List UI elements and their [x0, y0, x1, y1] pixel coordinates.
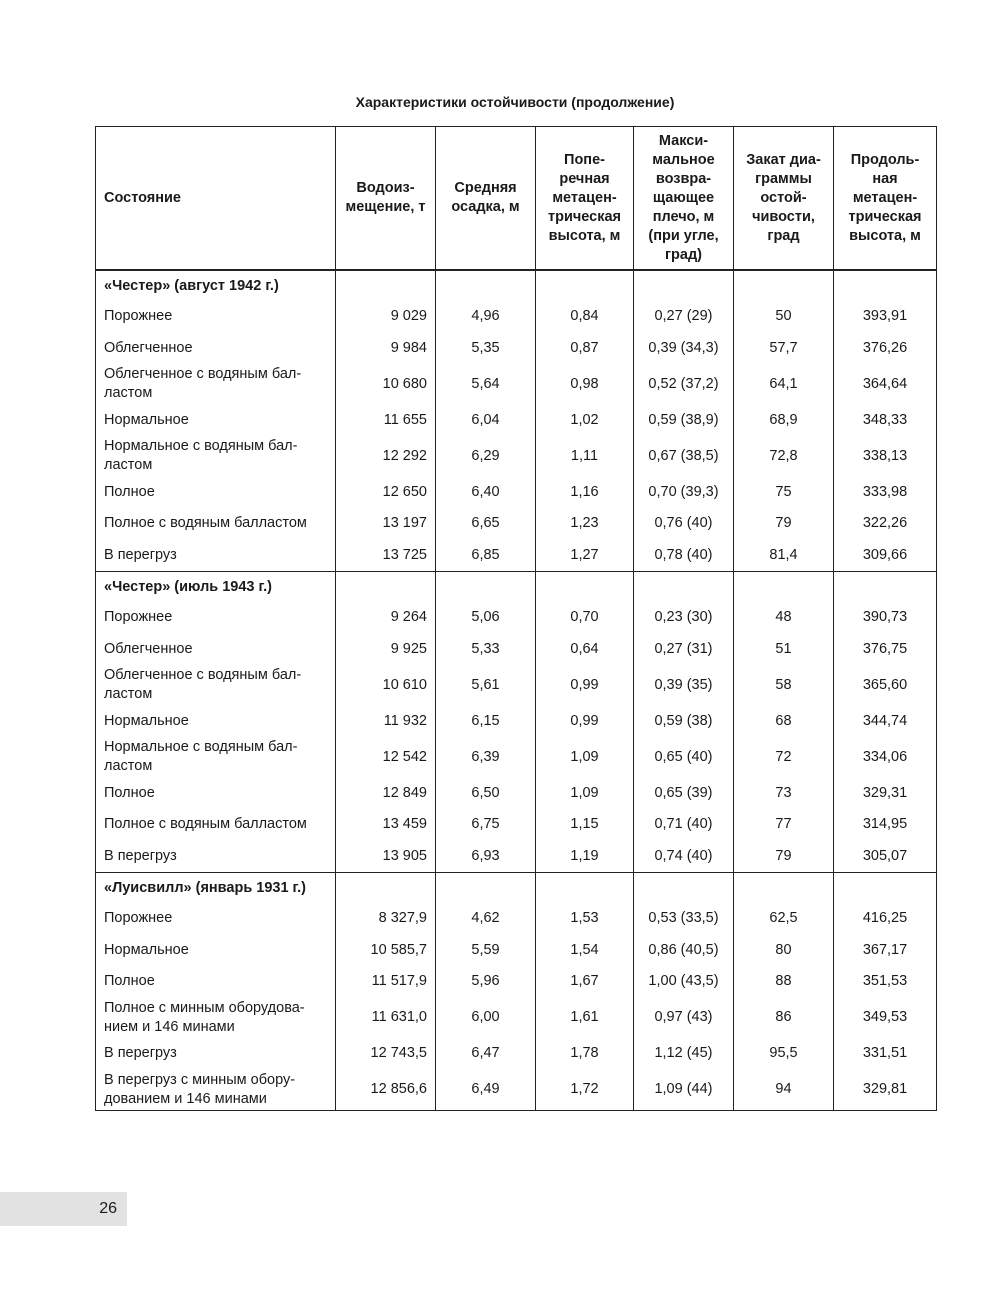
empty-cell: [536, 572, 634, 603]
cell-state: Облегченное: [96, 634, 336, 666]
cell-mean-draft: 6,00: [436, 998, 536, 1039]
cell-transverse-gm: 1,11: [536, 436, 634, 477]
page-number: 26: [99, 1200, 117, 1217]
table-row: [96, 602, 937, 634]
cell-max-righting-arm: 1,00 (43,5): [634, 966, 734, 998]
table-row: [96, 903, 937, 935]
cell-state: Нормальное с водяным бал-ластом: [96, 737, 336, 778]
cell-vanishing-angle: 94: [734, 1070, 834, 1111]
cell-max-righting-arm: 0,59 (38,9): [634, 405, 734, 437]
table-row: [96, 935, 937, 967]
cell-displacement: 13 905: [336, 841, 436, 873]
empty-cell: [336, 270, 436, 301]
cell-vanishing-angle: 77: [734, 809, 834, 841]
cell-vanishing-angle: 81,4: [734, 540, 834, 572]
empty-cell: [536, 873, 634, 904]
cell-max-righting-arm: 0,76 (40): [634, 508, 734, 540]
empty-cell: [734, 572, 834, 603]
table-row: [96, 737, 937, 778]
cell-displacement: 12 650: [336, 477, 436, 509]
table-row: [96, 841, 937, 873]
cell-state: Облегченное: [96, 333, 336, 365]
empty-cell: [536, 270, 634, 301]
cell-state: Полное с водяным балластом: [96, 809, 336, 841]
cell-longitudinal-gm: 348,33: [834, 405, 937, 437]
cell-max-righting-arm: 0,39 (34,3): [634, 333, 734, 365]
cell-longitudinal-gm: 416,25: [834, 903, 937, 935]
cell-longitudinal-gm: 322,26: [834, 508, 937, 540]
cell-state: Полное: [96, 966, 336, 998]
cell-longitudinal-gm: 351,53: [834, 966, 937, 998]
cell-vanishing-angle: 51: [734, 634, 834, 666]
table-row: [96, 508, 937, 540]
cell-state: В перегруз: [96, 841, 336, 873]
empty-cell: [436, 270, 536, 301]
cell-transverse-gm: 0,87: [536, 333, 634, 365]
cell-vanishing-angle: 68,9: [734, 405, 834, 437]
header-transverse-gm: Попе-речная метацен-трическая высота, м: [536, 127, 634, 271]
group-title: «Честер» (июль 1943 г.): [96, 572, 336, 603]
cell-displacement: 13 725: [336, 540, 436, 572]
cell-state: Нормальное с водяным бал-ластом: [96, 436, 336, 477]
table-row: [96, 778, 937, 810]
cell-transverse-gm: 1,67: [536, 966, 634, 998]
cell-transverse-gm: 1,78: [536, 1038, 634, 1070]
table-row: [96, 540, 937, 572]
empty-cell: [834, 270, 937, 301]
cell-displacement: 11 932: [336, 706, 436, 738]
cell-vanishing-angle: 75: [734, 477, 834, 509]
cell-vanishing-angle: 95,5: [734, 1038, 834, 1070]
cell-vanishing-angle: 72: [734, 737, 834, 778]
cell-displacement: 11 655: [336, 405, 436, 437]
header-mean-draft: Средняя осадка, м: [436, 127, 536, 271]
cell-state: Облегченное с водяным бал-ластом: [96, 665, 336, 706]
cell-longitudinal-gm: 334,06: [834, 737, 937, 778]
cell-vanishing-angle: 48: [734, 602, 834, 634]
cell-longitudinal-gm: 376,26: [834, 333, 937, 365]
cell-mean-draft: 5,96: [436, 966, 536, 998]
cell-max-righting-arm: 0,52 (37,2): [634, 364, 734, 405]
empty-cell: [634, 572, 734, 603]
cell-vanishing-angle: 72,8: [734, 436, 834, 477]
table-row: [96, 405, 937, 437]
cell-transverse-gm: 1,23: [536, 508, 634, 540]
cell-longitudinal-gm: 309,66: [834, 540, 937, 572]
cell-mean-draft: 6,50: [436, 778, 536, 810]
empty-cell: [634, 270, 734, 301]
cell-transverse-gm: 0,84: [536, 301, 634, 333]
table-row: [96, 809, 937, 841]
cell-max-righting-arm: 0,74 (40): [634, 841, 734, 873]
cell-mean-draft: 6,29: [436, 436, 536, 477]
cell-max-righting-arm: 0,53 (33,5): [634, 903, 734, 935]
table-row: [96, 966, 937, 998]
cell-longitudinal-gm: 333,98: [834, 477, 937, 509]
cell-mean-draft: 6,04: [436, 405, 536, 437]
cell-displacement: 11 631,0: [336, 998, 436, 1039]
cell-state: Полное: [96, 778, 336, 810]
empty-cell: [834, 572, 937, 603]
table-row: [96, 333, 937, 365]
empty-cell: [436, 572, 536, 603]
cell-max-righting-arm: 0,59 (38): [634, 706, 734, 738]
cell-state: Порожнее: [96, 903, 336, 935]
cell-mean-draft: 4,96: [436, 301, 536, 333]
group-header-row: [96, 270, 937, 301]
cell-mean-draft: 6,93: [436, 841, 536, 873]
cell-state: Облегченное с водяным бал-ластом: [96, 364, 336, 405]
group-header-row: [96, 873, 937, 904]
empty-cell: [634, 873, 734, 904]
cell-longitudinal-gm: 393,91: [834, 301, 937, 333]
cell-state: Порожнее: [96, 301, 336, 333]
cell-longitudinal-gm: 349,53: [834, 998, 937, 1039]
cell-max-righting-arm: 0,65 (39): [634, 778, 734, 810]
cell-vanishing-angle: 79: [734, 841, 834, 873]
table-row: [96, 477, 937, 509]
cell-longitudinal-gm: 305,07: [834, 841, 937, 873]
group-header-row: [96, 572, 937, 603]
cell-transverse-gm: 1,27: [536, 540, 634, 572]
cell-vanishing-angle: 62,5: [734, 903, 834, 935]
cell-state: В перегруз: [96, 1038, 336, 1070]
cell-state: В перегруз с минным обору-дованием и 146 минами: [96, 1070, 336, 1111]
cell-transverse-gm: 1,53: [536, 903, 634, 935]
cell-longitudinal-gm: 331,51: [834, 1038, 937, 1070]
cell-state: Полное с водяным балластом: [96, 508, 336, 540]
table-row: [96, 436, 937, 477]
cell-transverse-gm: 1,15: [536, 809, 634, 841]
table-row: [96, 1038, 937, 1070]
cell-displacement: 10 585,7: [336, 935, 436, 967]
table-row: [96, 706, 937, 738]
cell-transverse-gm: 0,70: [536, 602, 634, 634]
table-row: [96, 364, 937, 405]
cell-mean-draft: 6,15: [436, 706, 536, 738]
cell-max-righting-arm: 0,78 (40): [634, 540, 734, 572]
cell-displacement: 12 849: [336, 778, 436, 810]
cell-vanishing-angle: 50: [734, 301, 834, 333]
cell-max-righting-arm: 0,27 (31): [634, 634, 734, 666]
cell-mean-draft: 5,35: [436, 333, 536, 365]
table-row: [96, 634, 937, 666]
header-state: Состояние: [96, 127, 336, 271]
cell-displacement: 12 743,5: [336, 1038, 436, 1070]
empty-cell: [734, 270, 834, 301]
empty-cell: [436, 873, 536, 904]
header-max-righting-arm: Макси-мальное возвра-щающее плечо, м (при угле, град): [634, 127, 734, 271]
cell-displacement: 13 197: [336, 508, 436, 540]
cell-mean-draft: 5,06: [436, 602, 536, 634]
group-title: «Честер» (август 1942 г.): [96, 270, 336, 301]
cell-state: Нормальное: [96, 405, 336, 437]
cell-displacement: 13 459: [336, 809, 436, 841]
cell-vanishing-angle: 86: [734, 998, 834, 1039]
cell-mean-draft: 5,61: [436, 665, 536, 706]
cell-displacement: 9 029: [336, 301, 436, 333]
cell-transverse-gm: 0,99: [536, 706, 634, 738]
cell-transverse-gm: 1,19: [536, 841, 634, 873]
cell-max-righting-arm: 0,67 (38,5): [634, 436, 734, 477]
cell-state: Порожнее: [96, 602, 336, 634]
cell-vanishing-angle: 68: [734, 706, 834, 738]
cell-mean-draft: 6,75: [436, 809, 536, 841]
cell-mean-draft: 5,33: [436, 634, 536, 666]
cell-max-righting-arm: 0,71 (40): [634, 809, 734, 841]
cell-max-righting-arm: 0,97 (43): [634, 998, 734, 1039]
cell-transverse-gm: 0,64: [536, 634, 634, 666]
cell-transverse-gm: 0,98: [536, 364, 634, 405]
cell-longitudinal-gm: 376,75: [834, 634, 937, 666]
cell-transverse-gm: 1,61: [536, 998, 634, 1039]
cell-transverse-gm: 1,54: [536, 935, 634, 967]
cell-state: Нормальное: [96, 706, 336, 738]
cell-displacement: 9 925: [336, 634, 436, 666]
cell-state: Нормальное: [96, 935, 336, 967]
cell-longitudinal-gm: 329,81: [834, 1070, 937, 1111]
empty-cell: [734, 873, 834, 904]
cell-vanishing-angle: 58: [734, 665, 834, 706]
cell-longitudinal-gm: 338,13: [834, 436, 937, 477]
group-title: «Луисвилл» (январь 1931 г.): [96, 873, 336, 904]
cell-displacement: 12 542: [336, 737, 436, 778]
cell-displacement: 9 984: [336, 333, 436, 365]
cell-max-righting-arm: 0,27 (29): [634, 301, 734, 333]
cell-transverse-gm: 1,02: [536, 405, 634, 437]
cell-state: Полное с минным оборудова-нием и 146 минами: [96, 998, 336, 1039]
cell-transverse-gm: 0,99: [536, 665, 634, 706]
header-vanishing-angle: Закат диа-граммы остой-чивости, град: [734, 127, 834, 271]
cell-mean-draft: 6,40: [436, 477, 536, 509]
cell-vanishing-angle: 88: [734, 966, 834, 998]
cell-vanishing-angle: 73: [734, 778, 834, 810]
table-row: [96, 998, 937, 1039]
cell-vanishing-angle: 64,1: [734, 364, 834, 405]
cell-max-righting-arm: 1,09 (44): [634, 1070, 734, 1111]
empty-cell: [336, 873, 436, 904]
stability-table: [95, 126, 937, 1111]
cell-longitudinal-gm: 390,73: [834, 602, 937, 634]
cell-transverse-gm: 1,09: [536, 737, 634, 778]
cell-displacement: 10 610: [336, 665, 436, 706]
cell-mean-draft: 6,65: [436, 508, 536, 540]
cell-mean-draft: 6,85: [436, 540, 536, 572]
table-row: [96, 301, 937, 333]
cell-displacement: 11 517,9: [336, 966, 436, 998]
cell-mean-draft: 6,47: [436, 1038, 536, 1070]
table-row: [96, 665, 937, 706]
cell-displacement: 10 680: [336, 364, 436, 405]
cell-longitudinal-gm: 367,17: [834, 935, 937, 967]
cell-state: Полное: [96, 477, 336, 509]
cell-longitudinal-gm: 329,31: [834, 778, 937, 810]
cell-mean-draft: 5,64: [436, 364, 536, 405]
cell-transverse-gm: 1,09: [536, 778, 634, 810]
cell-longitudinal-gm: 364,64: [834, 364, 937, 405]
cell-longitudinal-gm: 314,95: [834, 809, 937, 841]
empty-cell: [834, 873, 937, 904]
cell-state: В перегруз: [96, 540, 336, 572]
table-title: Характеристики остойчивости (продолжение): [355, 94, 675, 110]
cell-displacement: 9 264: [336, 602, 436, 634]
header-displacement: Водоиз-мещение, т: [336, 127, 436, 271]
header-row: [96, 127, 937, 271]
cell-max-righting-arm: 1,12 (45): [634, 1038, 734, 1070]
cell-max-righting-arm: 0,23 (30): [634, 602, 734, 634]
cell-mean-draft: 4,62: [436, 903, 536, 935]
cell-displacement: 12 292: [336, 436, 436, 477]
cell-mean-draft: 6,49: [436, 1070, 536, 1111]
cell-mean-draft: 6,39: [436, 737, 536, 778]
cell-max-righting-arm: 0,65 (40): [634, 737, 734, 778]
header-longitudinal-gm: Продоль-ная метацен-трическая высота, м: [834, 127, 937, 271]
cell-vanishing-angle: 57,7: [734, 333, 834, 365]
cell-max-righting-arm: 0,70 (39,3): [634, 477, 734, 509]
empty-cell: [336, 572, 436, 603]
cell-displacement: 8 327,9: [336, 903, 436, 935]
cell-transverse-gm: 1,72: [536, 1070, 634, 1111]
cell-mean-draft: 5,59: [436, 935, 536, 967]
table-row: [96, 1070, 937, 1111]
page-number-box: [0, 1192, 127, 1226]
cell-transverse-gm: 1,16: [536, 477, 634, 509]
cell-max-righting-arm: 0,39 (35): [634, 665, 734, 706]
cell-longitudinal-gm: 365,60: [834, 665, 937, 706]
cell-max-righting-arm: 0,86 (40,5): [634, 935, 734, 967]
cell-longitudinal-gm: 344,74: [834, 706, 937, 738]
cell-displacement: 12 856,6: [336, 1070, 436, 1111]
cell-vanishing-angle: 80: [734, 935, 834, 967]
cell-vanishing-angle: 79: [734, 508, 834, 540]
